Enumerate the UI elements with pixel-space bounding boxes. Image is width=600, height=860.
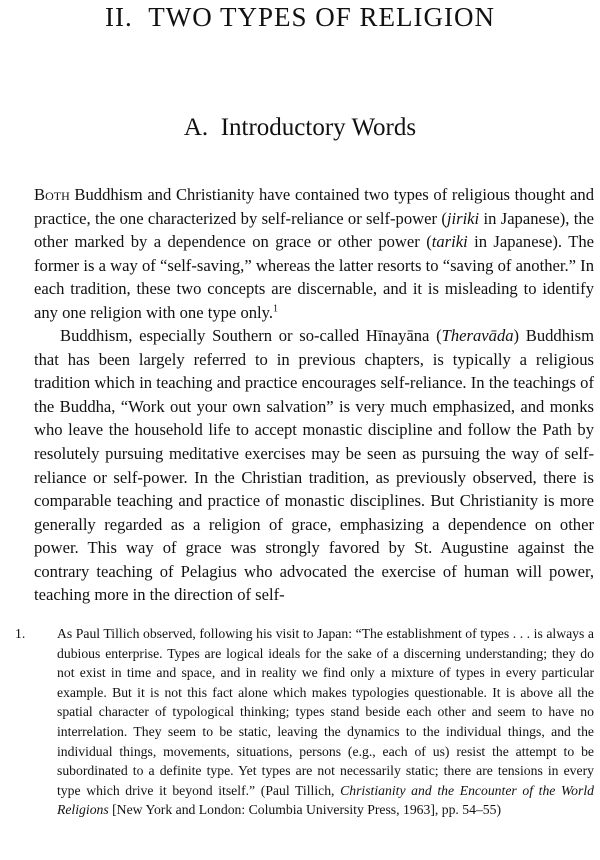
footnote xyxy=(15,624,594,820)
footnote-reference[interactable]: 1 xyxy=(273,303,279,315)
chapter-title xyxy=(0,2,600,33)
footnote-1 xyxy=(15,624,594,820)
chapter-number: II. xyxy=(105,2,133,32)
body-text xyxy=(34,183,594,607)
paragraph-1-text-a: Buddhism and Christianity have contained two types of religious thought and practice, the one characterized by self-reliance or self-power ( xyxy=(34,185,594,228)
lead-word: Both xyxy=(34,185,70,204)
section-title xyxy=(0,114,600,142)
paragraph-2-text-a: Buddhism, especially Southern or so-called Hīnayāna ( xyxy=(60,326,442,346)
chapter-title-text: TWO TYPES OF RELIGION xyxy=(148,2,495,32)
footnote-book-title: Christianity and the Encounter of the World Religions xyxy=(57,782,594,818)
paragraph-1 xyxy=(34,183,594,324)
section-letter: A. xyxy=(183,114,209,141)
paragraph-2-text-b: ) Buddhism that has been largely referred to in previous chapters, is typically a religious tradition which in teaching and practice encourages self-reliance. In the teachings of the Buddha, “Work out your own salvation” is very much emphasized, and monks who leave the household life to accept monastic discipline and follow the Path by resolutely pursuing meditative exercises may be seen as pursuing the way of self-reliance or self-power. In the Christian tradition, as previously observed, there is comparable teaching and practice of monastic disciplines. But Christianity is more generally regarded as a religion of grace, emphasizing a dependence on other power. This way of grace was strongly favored by St. Augustine against the contrary teaching of Pelagius who advocated the exercise of human will power, teaching more in the direction of self- xyxy=(34,326,594,605)
paragraph-1-text-c: in Japanese). The former is a way of “self-saving,” whereas the latter resorts to “saving of another.” In each tradition, these two concepts are discernable, and it is misleading to identify any one religion with one type only. xyxy=(34,232,594,322)
term-theravada: Theravāda xyxy=(441,326,514,346)
section-title-text: Introductory Words xyxy=(220,114,417,141)
term-tariki: tariki xyxy=(431,232,468,252)
footnote-text-a: As Paul Tillich observed, following his visit to Japan: “The establishment of types . . . is always a dubious enterprise. Types are logical ideals for the sake of a discerning understanding; they do not exist in time and space, and in reality we find only a mixture of types in every particular example. But it is not this fact alone which makes typologies questionable. It is above all the spatial character of typological thinking; types stand beside each other and seem to have no interrelation. They seem to be static, leaving the dynamics to the individual things, and the individual things, movements, situations, persons (e.g., each of us) resist the attempt to be subordinated to a definite type. Yet types are not necessarily static; there are tensions in every type which drive it beyond itself.” (Paul Tillich, xyxy=(57,626,594,798)
term-jiriki: jiriki xyxy=(446,208,480,228)
footnote-number: 1. xyxy=(15,626,26,641)
paragraph-1-text-b: in Japanese), the other marked by a dependence on grace or other power ( xyxy=(34,208,594,252)
paragraph-2 xyxy=(34,324,594,607)
footnote-text-b: [New York and London: Columbia University Press, 1963], pp. 54–55) xyxy=(108,802,502,818)
